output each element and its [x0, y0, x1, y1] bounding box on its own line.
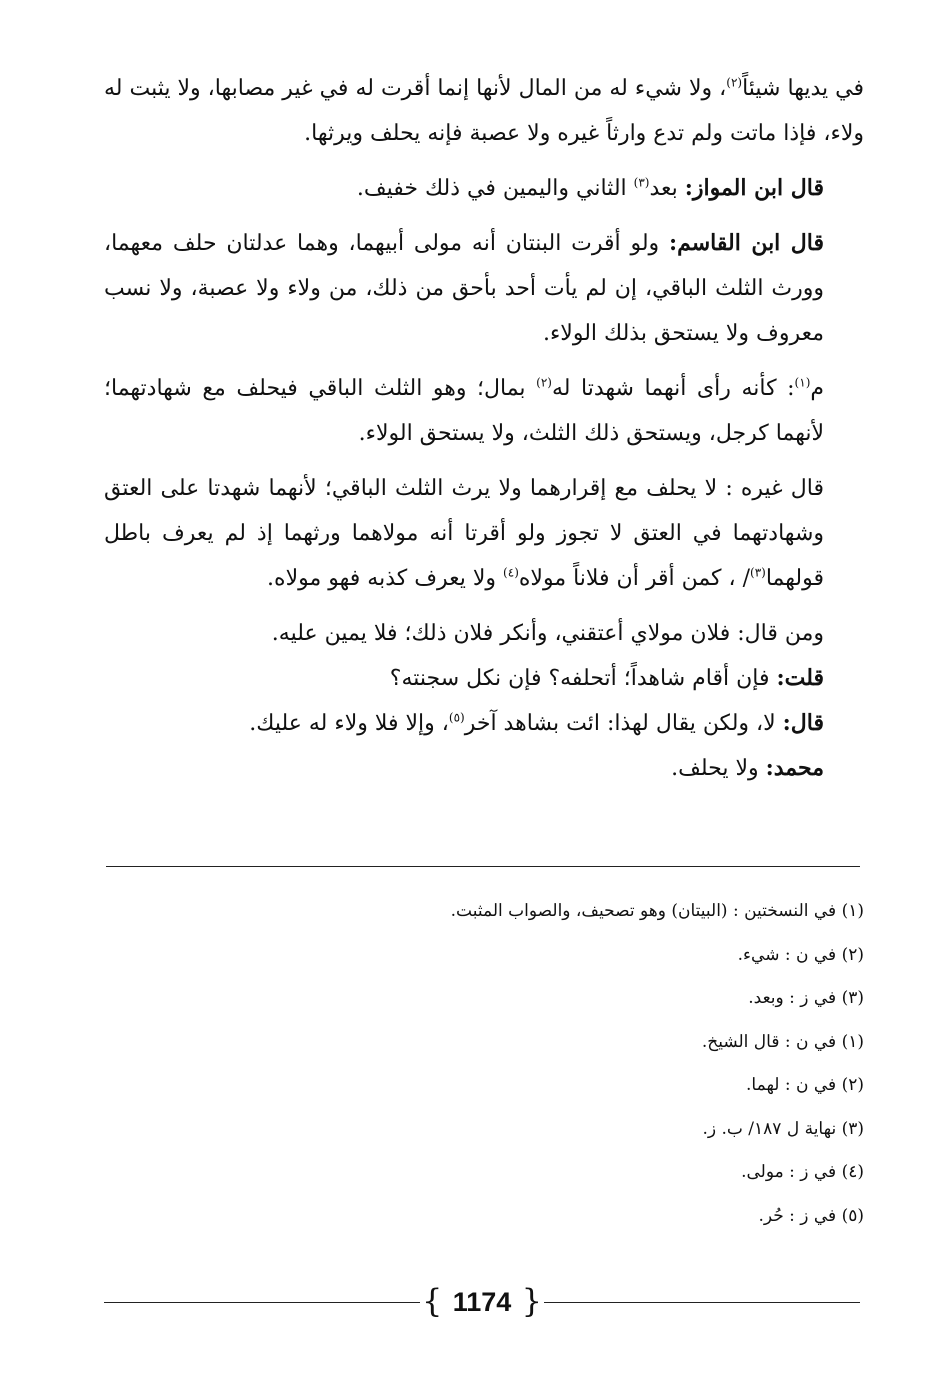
paragraph-8	[104, 701, 864, 746]
brace-close-icon: }	[521, 1282, 542, 1320]
page-number-box	[420, 1282, 544, 1322]
footnote-ref: (٣)	[750, 565, 766, 580]
text: قال غيره : لا يحلف مع إقرارهما ولا يرث الثلث الباقي؛ لأنهما شهدتا على العتق وشهادتهما في العتق لا تجوز ولو أقرتا أنه مولاهما ورثهما إذ لم يعرف باطل قولهما	[104, 476, 824, 591]
paragraph-4	[104, 366, 864, 456]
text: بعد	[649, 176, 685, 201]
paragraph-6	[104, 611, 864, 656]
paragraph-5	[104, 466, 864, 601]
footnote-ref: (١)	[794, 375, 811, 390]
main-text	[104, 66, 864, 791]
text: ، ولا شيء له من المال لأنها إنما أقرت له في غير مصابها، ولا يثبت له ولاء، فإذا ماتت ولم تدع وارثاً غيره ولا عصبة فإنه يحلف ويرثها.	[104, 76, 864, 146]
footnote-ref: (٥)	[448, 710, 465, 725]
text: لا، ولكن يقال لهذا: ائت بشاهد آخر	[464, 711, 783, 736]
speaker-label: قلت:	[776, 665, 824, 691]
text: ومن قال: فلان مولاي أعتقني، وأنكر فلان ذلك؛ فلا يمين عليه.	[271, 621, 824, 646]
footnote-2: (٢) في ن : شيء.	[737, 944, 864, 965]
footnote-7: (٤) في ز : مولى.	[741, 1162, 864, 1182]
paragraph-3	[104, 221, 864, 356]
text: فإن أقام شاهداً؛ أتحلفه؟ فإن نكل سجنته؟	[389, 666, 777, 691]
footnote-ref: (٤)	[503, 565, 519, 580]
speaker-label: قال:	[782, 710, 824, 736]
text: : كأنه رأى أنهما شهدتا له	[551, 376, 795, 401]
footnote-5: (٢) في ن : لهما.	[746, 1075, 864, 1095]
speaker-label: محمد:	[765, 755, 824, 781]
footnote-ref: (٢)	[726, 75, 743, 90]
brace-open-icon: {	[422, 1282, 443, 1320]
footnote-divider	[106, 866, 860, 867]
page-number-footer	[104, 1282, 860, 1322]
text: / ، كمن أقر أن فلاناً مولاه	[518, 566, 751, 591]
footnote-3: (٣) في ز : وبعد.	[748, 988, 864, 1008]
text: الثاني واليمين في ذلك خفيف.	[356, 176, 634, 201]
footnote-ref: (٢)	[536, 375, 552, 390]
paragraph-7	[104, 656, 864, 701]
text: ولا يعرف كذبه فهو مولاه.	[267, 566, 504, 591]
footer-line-left	[104, 1302, 420, 1303]
text: في يديها شيئاً	[742, 76, 864, 101]
footnote-4: (١) في ن : قال الشيخ.	[701, 1031, 864, 1052]
speaker-label: قال ابن المواز:	[684, 175, 824, 201]
footnote-ref: (٣)	[633, 175, 650, 190]
text: بمال؛ وهو الثلث الباقي فيحلف مع شهادتهما؛ لأنهما كرجل، ويستحق ذلك الثلث، ولا يستحق الولاء.	[104, 376, 824, 446]
text: ، وإلا فلا ولاء له عليك.	[249, 711, 449, 736]
footnotes	[104, 890, 864, 1238]
footnote-8: (٥) في ز : حُر.	[758, 1205, 864, 1226]
paragraph-9	[104, 746, 864, 791]
paragraph-2	[104, 166, 864, 211]
text: م	[810, 376, 824, 401]
footnote-6: (٣) نهاية ل ١٨٧/ ب. ز.	[702, 1118, 864, 1139]
paragraph-1	[104, 66, 864, 156]
footer-line-right	[544, 1302, 860, 1303]
footnote-1: (١) في النسختين : (البيتان) وهو تصحيف، والصواب المثبت.	[450, 901, 864, 921]
text: ولا يحلف.	[671, 756, 766, 781]
page-number: 1174	[452, 1287, 512, 1317]
text: ولو أقرت البنتان أنه مولى أبيهما، وهما عدلتان حلف معهما، وورث الثلث الباقي، إن لم يأت أحد بأحق من ذلك، من ولاء ولا عصبة، ولا نسب معروف ولا يستحق بذلك الولاء.	[104, 231, 824, 346]
speaker-label: قال ابن القاسم:	[668, 230, 824, 256]
